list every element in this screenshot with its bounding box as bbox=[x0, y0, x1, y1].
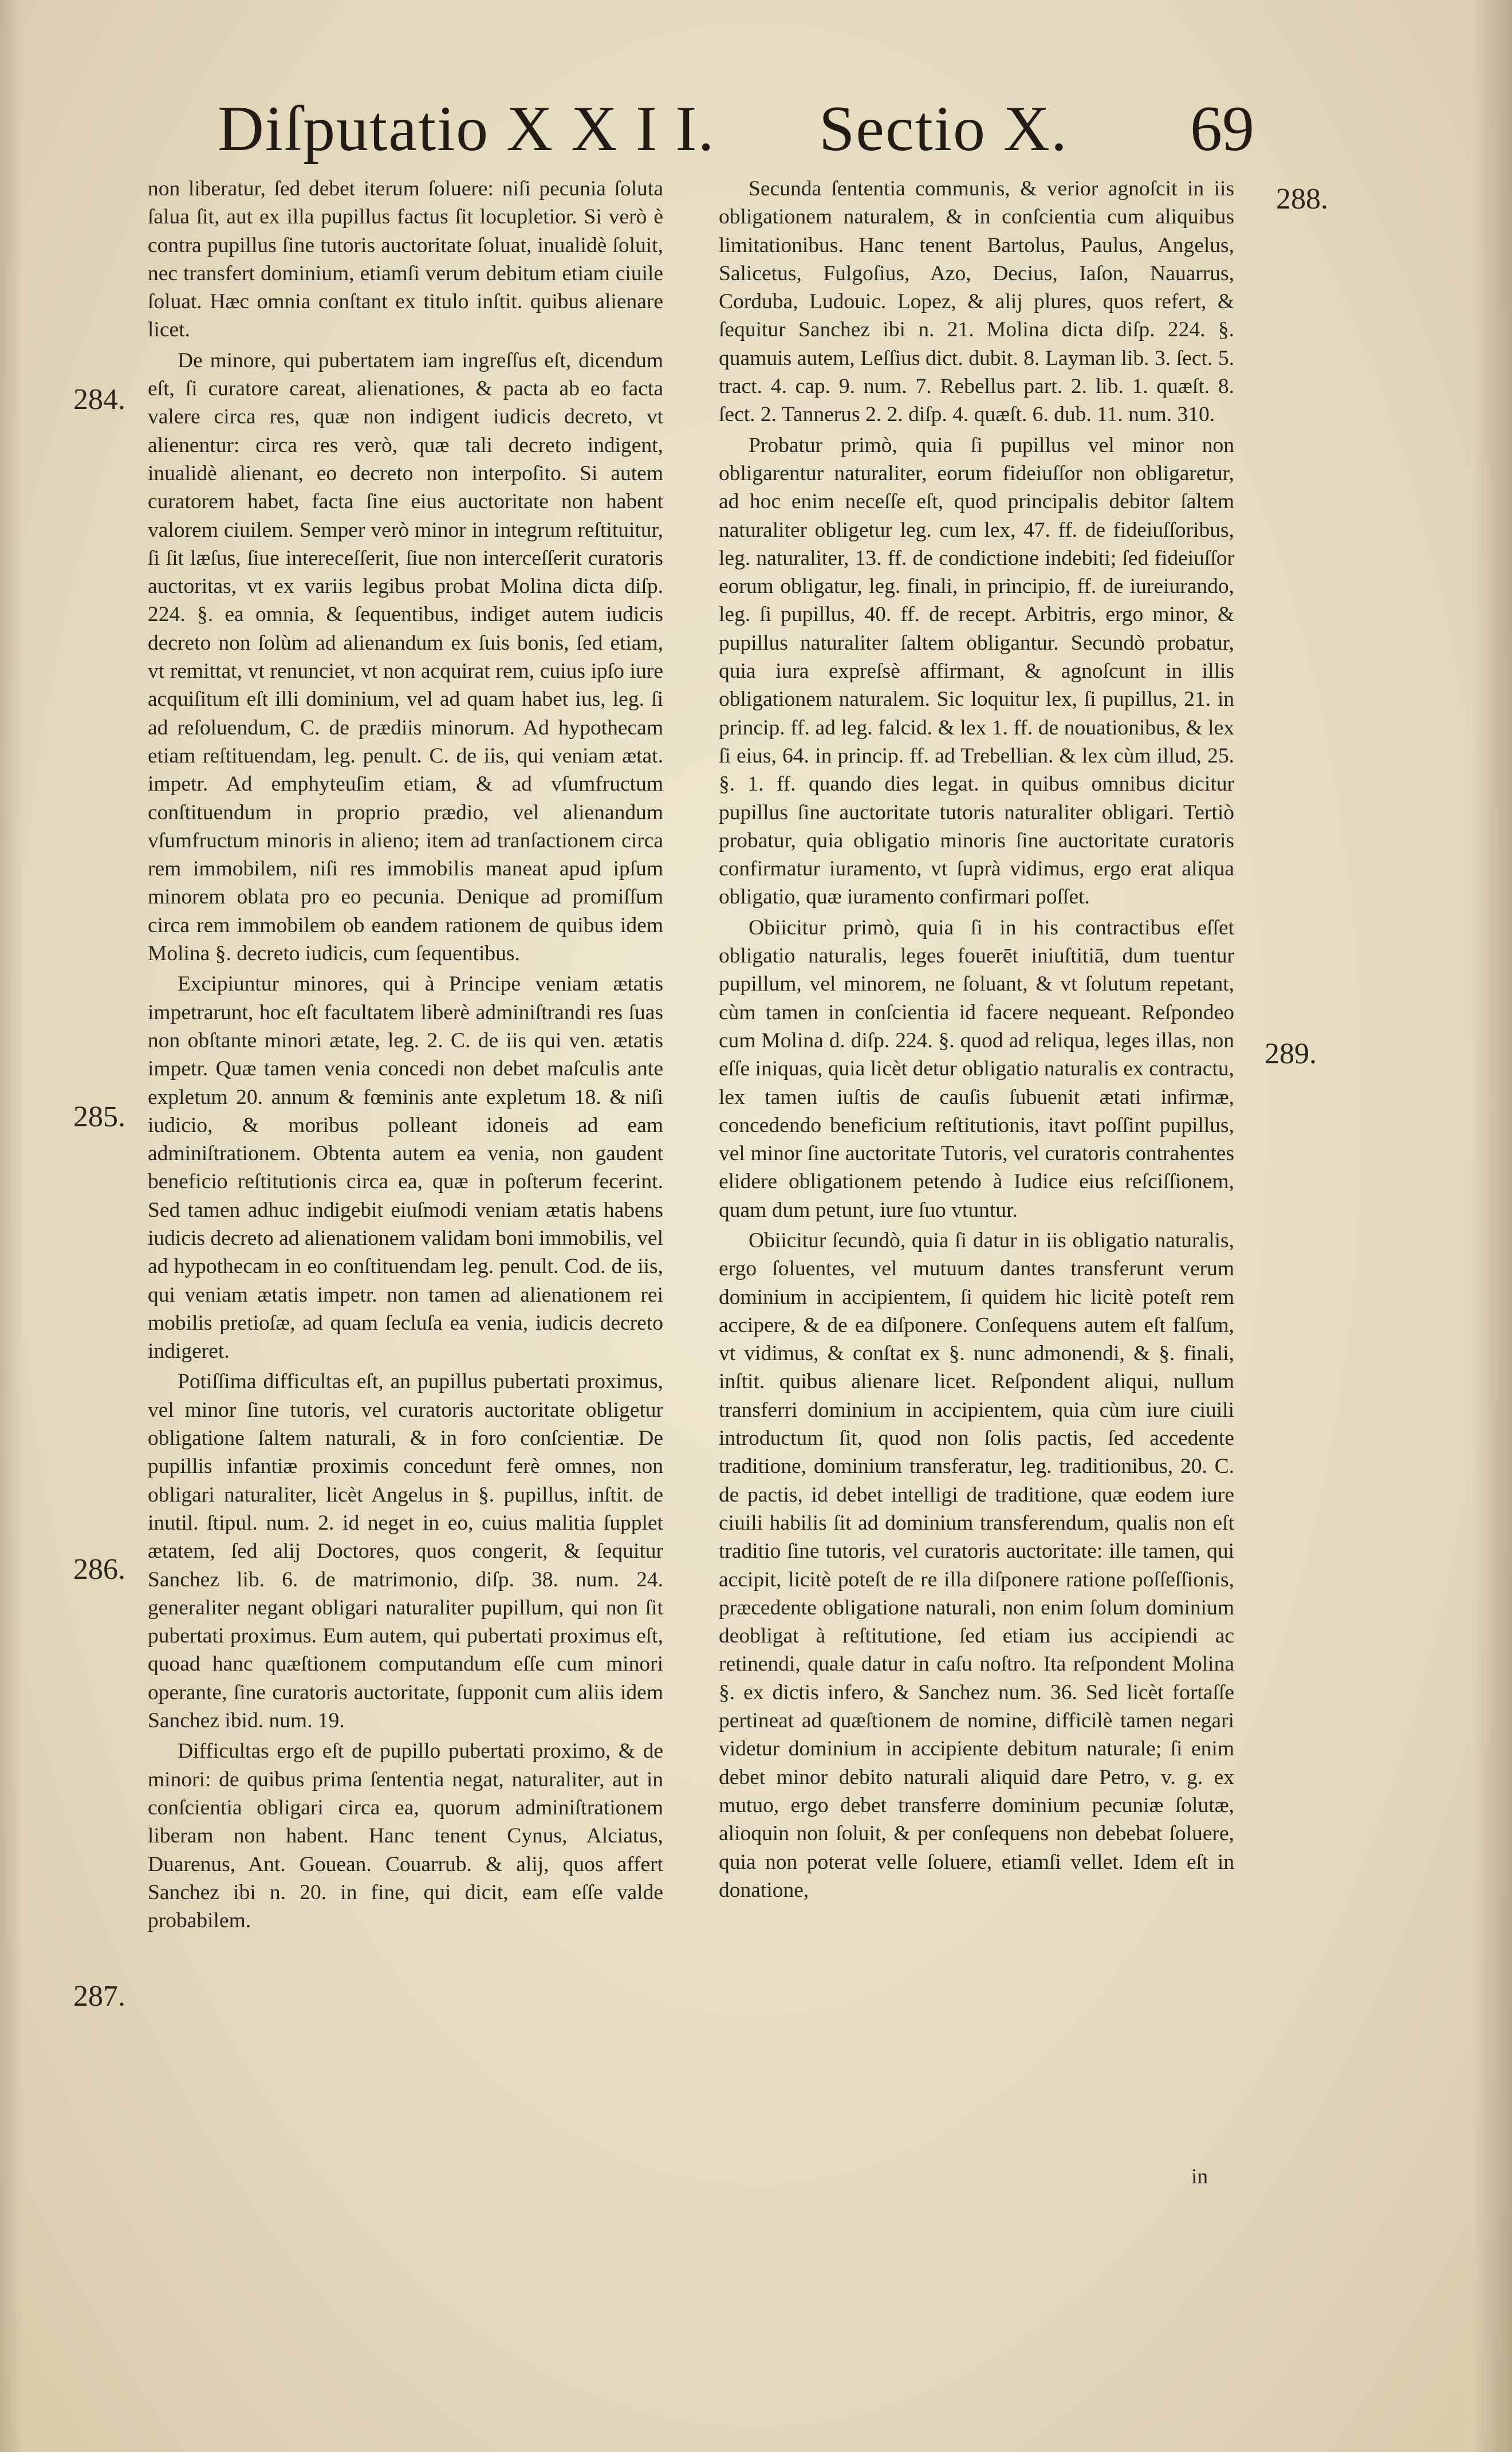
paragraph-left-2: De minore, qui pubertatem iam ingreſſus eſt, dicendum eſt, ſi curatore careat, alienationes, & pacta ab eo facta valere circa res, quæ non indigent iudicis decreto, vt alienentur: circa res verò, quæ tali decreto indigent, inualidè alienant, eo decreto non interpoſito. Si autem curatorem habet, facta ſine eius auctoritate non habent valorem ciuilem. Semper verò minor in integrum reſtituitur, ſi ſit læſus, ſiue intereceſſerit, ſiue non interceſſerit curatoris auctoritas, vt ex variis legibus probat Molina dicta diſp. 224. §. ea omnia, & ſequentibus, indiget autem iudicis decreto non ſolùm ad alienandum ex ſuis bonis, ſed etiam, vt remittat, vt renunciet, vt non acquirat rem, cuius ipſo iure acquiſitum eſt illi dominium, vel ad quam habet ius, leg. ſi ad reſoluendum, C. de prædiis minorum. Ad hypothecam etiam reſtituendam, leg. penult. C. de iis, qui veniam ætat. impetr. Ad emphyteuſim etiam, & ad vſumfructum conſtituendum in proprio prædio, vel alienandum vſumfructum minoris in alieno; item ad tranſactionem circa rem immobilem, niſi res immobilis maneat apud ipſum minorem oblata pro eo pecunia. Denique ad promiſſum circa rem immobilem ob eandem rationem de quibus idem Molina §. decreto iudicis, cum ſequentibus. bbox=[148, 348, 663, 966]
page-shadow-left bbox=[0, 0, 23, 2452]
catchword: in bbox=[1191, 2165, 1208, 2188]
paragraph-right-2: Probatur primò, quia ſi pupillus vel minor non obligarentur naturaliter, eorum fideiuſſor non obligaretur, ad hoc enim neceſſe eſt, quod principalis debitor ſaltem naturaliter obligetur leg. cum lex, 47. ff. de fideiuſſoribus, leg. naturaliter, 13. ff. de condictione indebiti; ſed fideiuſſor eorum obligatur, leg. finali, in principio, ff. de iureiurando, leg. ſi pupillus, 40. ff. de recept. Arbitris, ergo minor, & pupillus naturaliter ſaltem obligantur. Secundò probatur, quia iura expreſsè affirmant, & agnoſcunt in illis obligationem naturalem. Sic loquitur lex, ſi pupillus, 21. in princip. ff. ad leg. falcid. & lex 1. ff. de nouationibus, & lex ſi eius, 64. in princip. ff. ad Trebellian. & lex cùm illud, 25. §. 1. ff. quando dies legat. in quibus omnibus dicitur pupillus ſine auctoritate tutoris naturaliter obligari. Tertiò probatur, quia obligatio minoris ſine auctoritate curatoris confirmatur iuramento, vt ſuprà vidimus, ergo erat aliqua obligatio, quæ iuramento confirmari poſſet. bbox=[719, 433, 1234, 909]
paragraph-left-3: Excipiuntur minores, qui à Principe veniam ætatis impetrarunt, hoc eſt facultatem liberè adminiſtrandi res ſuas non obſtante minori ætate, leg. 2. C. de iis qui ven. ætatis impetr. Quæ tamen venia concedi non debet maſculis ante expletum 20. annum & fœminis ante expletum 18. & niſi iudicio, & moribus polleant idoneis ad eam adminiſtrationem. Obtenta autem ea venia, non gaudent beneficio reſtitutionis circa ea, quæ in poſterum fecerint. Sed tamen adhuc indigebit eiuſmodi veniam ætatis habens iudicis decreto ad alienationem validam boni immobilis, vel ad hypothecam in eo conſtituendam leg. penult. Cod. de iis, qui veniam ætatis impetr. non tamen ad alienationem rei mobilis pretioſæ, ad quam ſecluſa ea venia, iudicis decreto indigeret. bbox=[148, 972, 663, 1363]
left-column bbox=[148, 175, 663, 1937]
paragraph-left-4: Potiſſima difficultas eſt, an pupillus pubertati proximus, vel minor ſine tutoris, vel curatoris auctoritate obligetur obligatione ſaltem naturali, & in foro conſcientiæ. De pupillis infantiæ proximis concedunt ferè omnes, non obligari naturaliter, licèt Angelus in §. pupillus, inſtit. de inutil. ſtipul. num. 2. id neget in eo, cuius malitia ſupplet ætatem, ſed alij Doctores, quos congerit, & ſequitur Sanchez lib. 6. de matrimonio, diſp. 38. num. 24. generaliter negant obligari naturaliter pupillum, qui non ſit pubertati proximus. Eum autem, qui pubertati proximus eſt, quoad hanc quæſtionem computandum eſſe cum minori operante, ſine curatoris auctoritate, ſupponit cum aliis idem Sanchez ibid. num. 19. bbox=[148, 1370, 663, 1733]
margin-number-288: 288. bbox=[1276, 183, 1328, 215]
paragraph-right-3: Obiicitur primò, quia ſi in his contractibus eſſet obligatio naturalis, leges fouerēt iniuſtitiā, dum tuentur pupillum, vel minorem, ne ſoluant, & vt ſolutum repetant, cùm tamen in conſcientia id facere nequeant. Reſpondeo cum Molina d. diſp. 224. §. quod ad reliqua, leges illas, non eſſe iniquas, quia licèt detur obligatio naturalis ex contractu, lex tamen iuſtis de cauſis ſubuenit ætati infirmæ, concedendo beneficium reſtitutionis, itavt poſſint pupillus, vel minor ſine auctoritate Tutoris, vel curatoris contrahentes elidere obligationem petendo à Iudice eius reſciſſionem, quam dum petunt, iure ſuo vtuntur. bbox=[719, 915, 1234, 1222]
header-disputatio: Diſputatio X X I I. bbox=[218, 93, 715, 164]
page-shadow-right bbox=[1472, 0, 1512, 2452]
paragraph-right-4: Obiicitur ſecundò, quia ſi datur in iis obligatio naturalis, ergo ſoluentes, vel mutuum dantes transferunt verum dominium in accipientem, ſi quidem hic licitè poteſt rem accipere, & de ea diſponere. Conſequens autem eſt falſum, vt vidimus, & conſtat ex §. nunc admonendi, & §. finali, inſtit. quibus alienare licet. Reſpondent aliqui, nullum transferri dominium in accipientem, quia cùm iure ciuili introductum ſit, quod non ſolis pactis, ſed accedente traditione, dominium transferatur, leg. traditionibus, 20. C. de pactis, id debet intelligi de traditione, quæ eodem iure ciuili habilis ſit ad dominium transferendum, qualis non eſt traditio ſine tutoris, vel curatoris auctoritate: ille tamen, qui accipit, licitè poteſt de re illa diſponere ratione poſſeſſionis, præcedente obligatione naturali, non enim ſolum dominium deobligat à reſtitutione, ſed etiam ius accipiendi ac retinendi, quale datur in caſu noſtro. Ita reſpondent Molina §. ex dictis infero, & Sanchez num. 36. Sed licèt fortaſſe pertineat ad quæſtionem de nomine, difficilè tamen negari videtur dominium in accipiente debitum naturale; ſi enim debet minor debito naturali aliquid dare Petro, v. g. ex mutuo, ergo debet transferre dominium pecuniæ ſolutæ, alioquin non ſoluit, & per conſequens non debebat ſoluere, quia non poterat velle ſoluere, etiamſi vellet. Idem eſt in donatione, bbox=[719, 1228, 1234, 1902]
margin-number-285: 285. bbox=[73, 1101, 125, 1133]
paragraph-left-1: non liberatur, ſed debet iterum ſoluere: niſi pecunia ſoluta ſalua ſit, aut ex illa pupillus factus ſit locupletior. Si verò è contra pupillus ſine tutoris auctoritate ſoluat, inualidè ſoluit, nec transfert dominium, etiamſi verum debitum etiam ciuile ſoluat. Hæc omnia conſtant ex titulo inſtit. quibus alienare licet. bbox=[148, 177, 663, 342]
margin-number-287: 287. bbox=[73, 1980, 125, 2013]
running-header bbox=[218, 86, 1254, 172]
paragraph-right-1: Secunda ſententia communis, & verior agnoſcit in iis obligationem naturalem, & in conſcientia cum aliquibus limitationibus. Hanc tenent Bartolus, Paulus, Angelus, Salicetus, Fulgoſius, Azo, Decius, Iaſon, Nauarrus, Corduba, Ludouic. Lopez, & alij plures, quos refert, & ſequitur Sanchez ibi n. 21. Molina dicta diſp. 224. §. quamuis autem, Leſſius dict. dubit. 8. Layman lib. 3. ſect. 5. tract. 4. cap. 9. num. 7. Rebellus part. 2. lib. 1. quæſt. 8. ſect. 2. Tannerus 2. 2. diſp. 4. quæſt. 6. dub. 11. num. 310. bbox=[719, 177, 1234, 427]
margin-number-286: 286. bbox=[73, 1553, 125, 1586]
right-column bbox=[719, 175, 1234, 1907]
page-number: 69 bbox=[1190, 93, 1254, 164]
margin-number-289: 289. bbox=[1265, 1038, 1317, 1070]
header-sectio: Sectio X. bbox=[819, 93, 1068, 164]
paragraph-left-5: Difficultas ergo eſt de pupillo pubertati proximo, & de minori: de quibus prima ſententia negat, naturaliter, aut in conſcientia obligari circa ea, quorum adminiſtrationem liberam non habent. Hanc tenent Cynus, Alciatus, Duarenus, Ant. Gouean. Couarrub. & alij, quos affert Sanchez ibi n. 20. in fine, qui dicit, eam eſſe valde probabilem. bbox=[148, 1739, 663, 1933]
margin-number-284: 284. bbox=[73, 383, 125, 416]
